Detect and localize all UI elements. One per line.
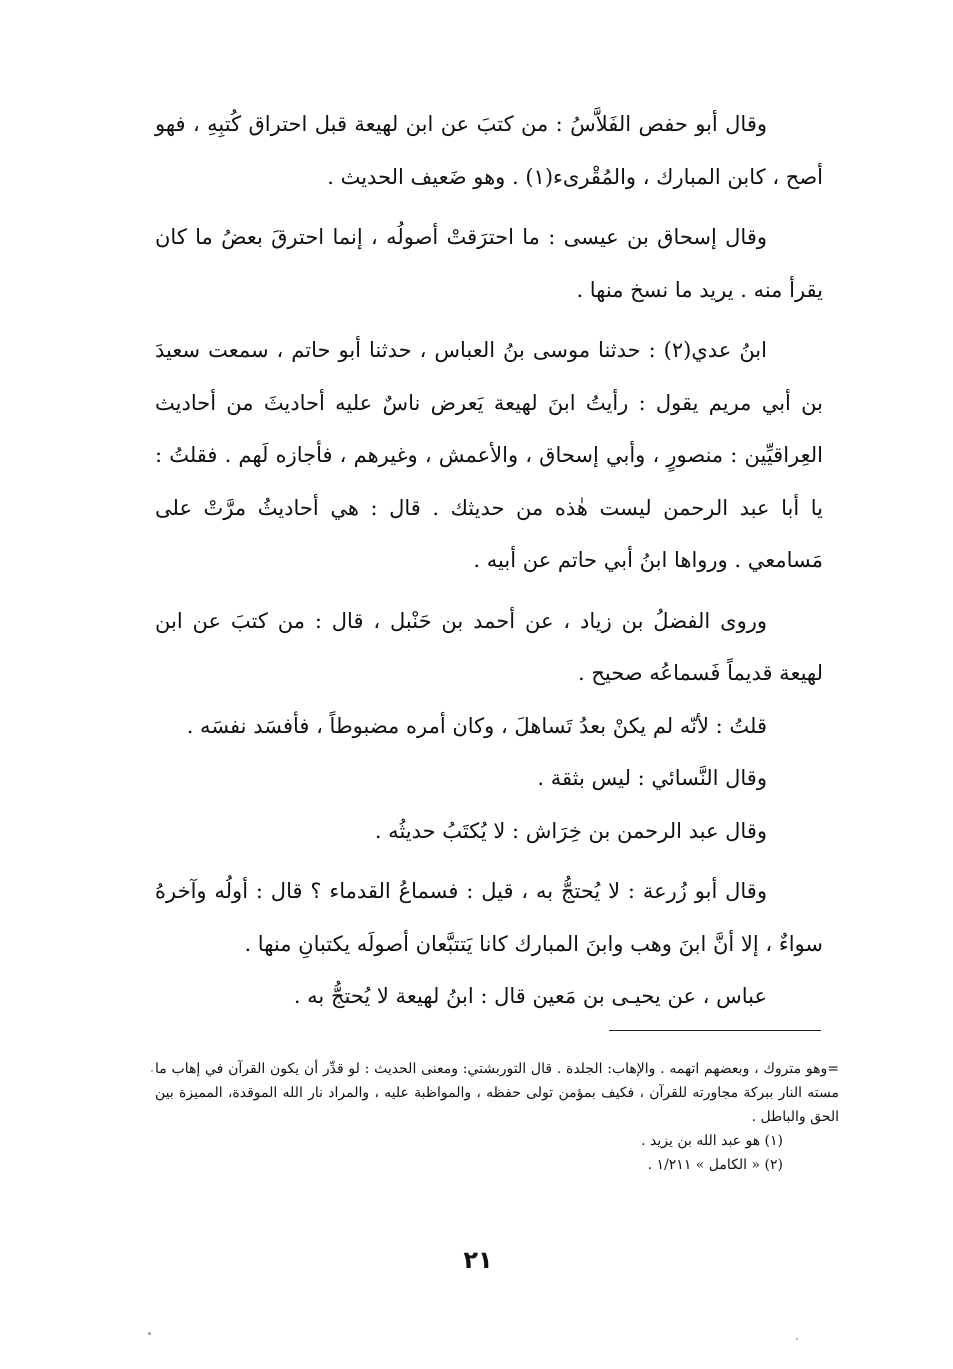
paragraph-9: عباس ، عن يحيـى بن مَعين قال : ابنُ لهيعة لا يُحتجُّ به .	[293, 984, 767, 1008]
paragraph-8: وقال أبو زُرعة : لا يُحتجُّ به ، قيل : فسماعُ القدماء ؟ قال : أولُه وآخرهُ سواءٌ ، إلا أنَّ ابنَ وهب وابنَ المبارك كانا يَتتبَّعان أصولَه يكتبانِ منها .	[155, 879, 823, 956]
footnote-1: (١) هو عبد الله بن يزيد .	[641, 1133, 783, 1149]
paragraph-4: وروى الفضلُ بن زياد ، عن أحمد بن حَنْبل ، قال : من كتبَ عن ابن لهيعة قديماً فَسماعُه صحيح .	[155, 608, 823, 685]
paragraph-3: ابنُ عدي(٢) : حدثنا موسى بنُ العباس ، حدثنا أبو حاتم ، سمعت سعيدَ بن أبي مريم يقول : رأيتُ ابنَ لهيعة يَعرض ناسٌ عليه أحاديثَ من أحاديث العِراقيِّين : منصورٍ ، وأبي إسحاق ، والأعمش ، وغيرهم ، فأجازه لَهم . فقلتُ : يا أبا عبد الرحمن ليست هٰذه من حديثك . قال : هي أحاديثُ مرَّتْ على مَسامعي . ورواها ابنُ أبي حاتم عن أبيه .	[155, 338, 823, 572]
paragraph-7: وقال عبد الرحمن بن خِرَاش : لا يُكتَبُ حديثُه .	[374, 818, 767, 843]
paragraph-2: وقال إسحاق بن عيسى : ما احترَقتْ أصولُه ، إنما احترقَ بعضُ ما كان يقرأ منه . يريد ما نسخ منها .	[155, 225, 823, 302]
main-text	[155, 98, 823, 1023]
footnote-2: (٢) « الكامل » ١/٢١١ .	[647, 1157, 783, 1173]
scan-speck	[796, 1338, 798, 1340]
scan-speck	[148, 1332, 151, 1335]
paragraph-1: وقال أبو حفص الفَلاَّسُ : من كتبَ عن ابن لهيعة قبل احتراق كُتبِهِ ، فهو أصح ، كابن المبارك ، والمُقْرىء(١) . وهو ضَعيف الحديث .	[155, 112, 823, 189]
footnote-divider	[609, 1030, 821, 1031]
paragraph-5: قلتُ : لأنّه لم يكنْ بعدُ تَساهلَ ، وكان أمره مضبوطاً ، فأفسَد نفسَه .	[186, 713, 767, 738]
footnotes	[155, 1057, 839, 1177]
footnote-continuation: =وهو متروك ، وبعضهم اتهمه . والإهاب: الجلدة . قال التوربشتي: ومعنى الحديث : لو قدِّر أن يكون القرآن في إهاب ما مسته النار ببركة مجاورته للقرآن ، فكيف بمؤمن تولى حفظه ، والمواظبة عليه ، والمراد نار الله الموقدة، المميزة بين الحق والباطل .	[155, 1061, 839, 1125]
paragraph-6: وقال النَّسائي : ليس بثقة .	[537, 766, 767, 790]
scan-speck	[151, 1070, 153, 1072]
page-number: ٢١	[463, 1246, 493, 1274]
